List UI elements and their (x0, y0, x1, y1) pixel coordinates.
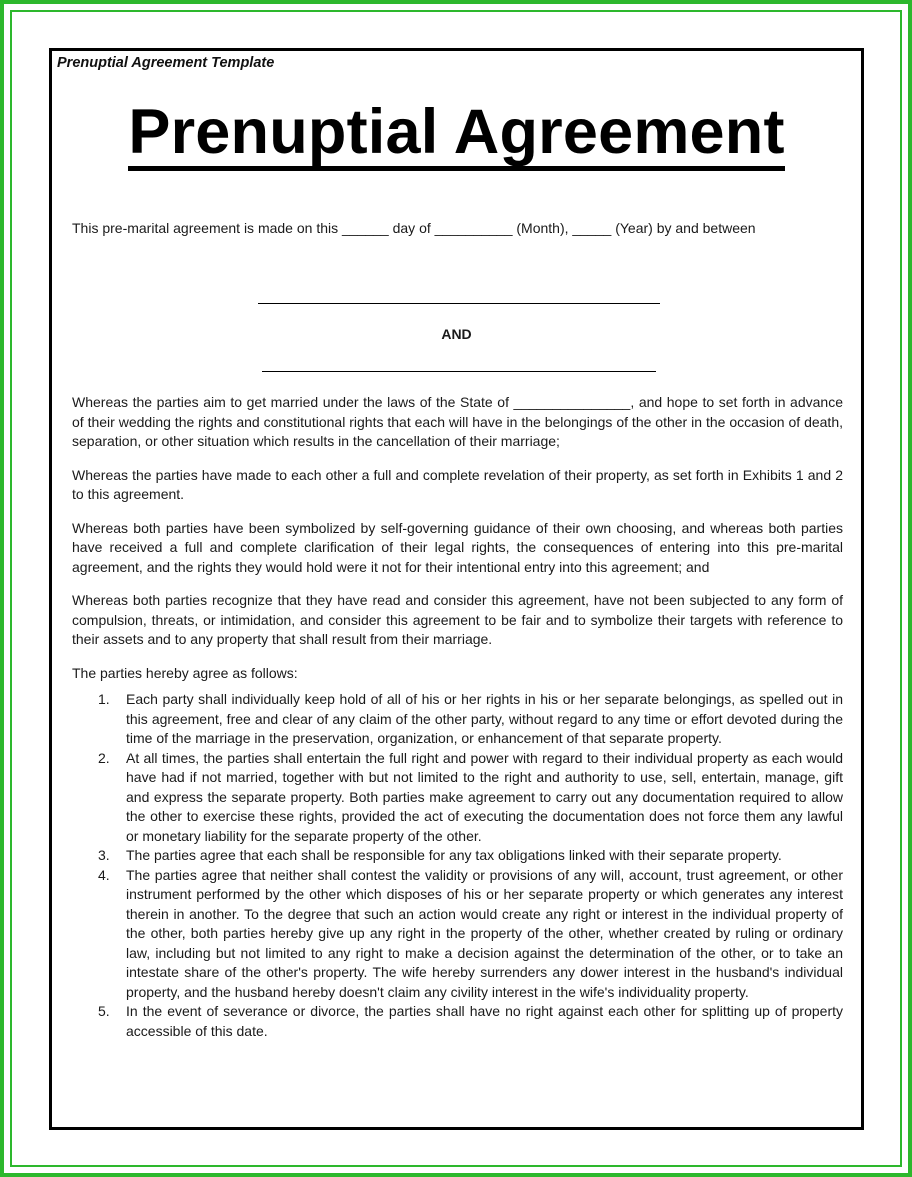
clause-item (72, 749, 843, 847)
whereas-paragraph: Whereas the parties have made to each other a full and complete revelation of their property, as set forth in Exhibits 1 and 2 to this agreement. (72, 466, 843, 502)
clause-item (72, 846, 843, 866)
whereas-paragraph: Whereas the parties aim to get married under the laws of the State of _______________, and hope to set forth in advance of their wedding the rights and constitutional rights that each will have in the belongings of the other in the occasion of death, separation, or other situation which results in the cancellation of their marriage; (72, 394, 843, 449)
intro-section (72, 219, 843, 239)
clause-item (72, 1002, 843, 1041)
clause-number: 1. (98, 691, 110, 707)
clause-text: In the event of severance or divorce, the parties shall have no right against each other for splitting up of property accessible of this date. (126, 1003, 843, 1039)
document-title (52, 97, 861, 171)
clause-item (72, 866, 843, 1003)
and-label: AND (441, 326, 472, 342)
document-page (49, 48, 864, 1130)
clause-text: At all times, the parties shall entertain the full right and power with regard to their individual property as each would have had if not married, together with but not limited to the right and authority to use, sell, entertain, manage, gift and express the separate property. Both parties make agreement to carry out any documentation required to allow the other to exercise these rights, provided the act of executing the documentation does not force them any lawful or monetary liability for the separate property of the other. (126, 749, 843, 844)
whereas-paragraph: Whereas both parties have been symbolized by self-governing guidance of their own choosing, and whereas both parties have received a full and complete clarification of their legal rights, the consequences of entering into this pre-marital agreement, and the rights they would hold were it not for their intentional entry into this agreement; and (72, 519, 843, 575)
party-one-signature-line (258, 303, 660, 304)
clause-text: Each party shall individually keep hold of all of his or her rights in his or her separate belongings, as spelled out in this agreement, free and clear of any claim of the other party, without regard to any time or effort devoted during the time of the marriage in the preservation, organization, or enhancement of that separate property. (126, 691, 843, 746)
document-title-text: Prenuptial Agreement (128, 101, 784, 171)
clause-number: 3. (98, 847, 110, 863)
clause-number: 4. (98, 866, 110, 883)
clause-text: The parties agree that each shall be responsible for any tax obligations linked with their separate property. (126, 847, 782, 863)
whereas-paragraph: Whereas both parties recognize that they have read and consider this agreement, have not been subjected to any form of compulsion, threats, or intimidation, and consider this agreement to be fair and to symbolize their targets with reference to their assets and to any property that shall result from their marriage. (72, 592, 843, 647)
intro-text: This pre-marital agreement is made on this ______ day of __________ (Month), _____ (Year) by and between (72, 220, 756, 236)
clause-item (72, 690, 843, 749)
agree-intro: The parties hereby agree as follows: (72, 664, 298, 681)
party-two-signature-line (262, 371, 656, 372)
clause-number: 2. (98, 749, 110, 766)
clause-text: The parties agree that neither shall contest the validity or provisions of any will, account, trust agreement, or other instrument performed by the other which disposes of his or her separate property or which generates any interest therein in another. To the degree that such an action would create any right or interest in the individual property of the other, both parties hereby give up any right in the property of the other, whether created by ruling or ordinary law, including but not limited to any right to make a decision against the determination of the other, or to take an intestate share of the other's property. The wife hereby surrenders any dower interest in the husband's individual property, and the husband hereby doesn't claim any civility interest in the wife's individuality property. (126, 866, 843, 1000)
template-label: Prenuptial Agreement Template (57, 55, 275, 71)
clause-list (72, 690, 843, 1041)
agreement-body (72, 393, 843, 1041)
clause-number: 5. (98, 1003, 110, 1019)
